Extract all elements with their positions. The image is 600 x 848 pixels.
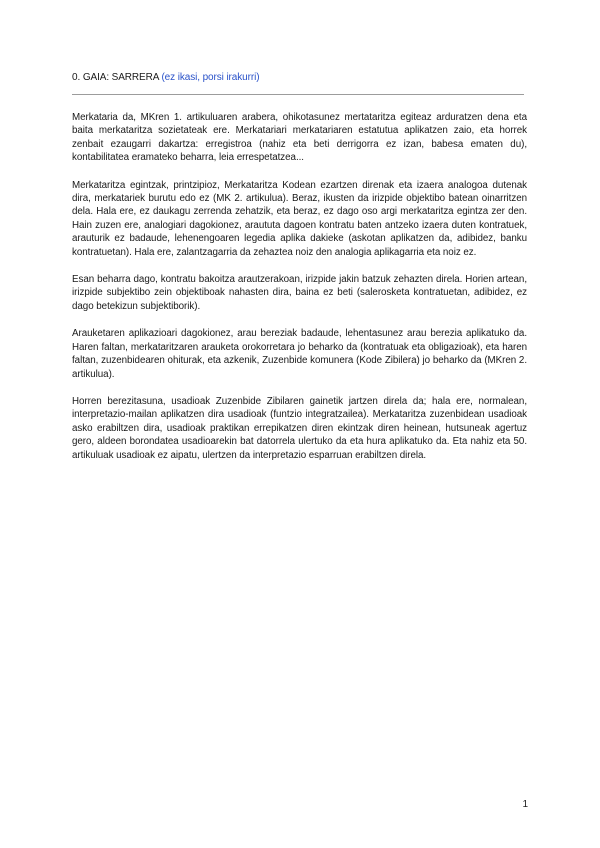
heading-title: 0. GAIA: SARRERA: [72, 72, 159, 83]
paragraph-3: Esan beharra dago, kontratu bakoitza arautzerakoan, irizpide jakin batzuk zehazten direla. Horien artean, irizpide subjektibo zein objektiboak nahasten dira, baina ez beti (salerosketa kontratuetan, adibidez, ez dago betekizun subjektiborik).: [72, 274, 527, 312]
paragraph-2: Merkataritza egintzak, printzipioz, Merkataritza Kodean ezartzen direnak eta izaera analogoa dutenak dira, merkatariek burutu edo ez (MK 2. artikulua). Beraz, ikusten da irizpide objektibo batean oinarritzen dela. Hala ere, ez daukagu zerrenda zehatzik, eta beraz, ez dago oso argi merkataritza egintza zer den. Hain zuzen ere, analogiari dagokionez, araututa dagoen kontratu baten antzeko izaera duten kontratuek, arauturik ez badaude, lehenengoaren legedia aplika dakieke (askotan aplikatzen da, adibidez, banku kontratuetan). Hala ere, zalantzagarria da zehaztea noiz den analogia aplikagarria eta noiz ez.: [72, 179, 527, 258]
heading-divider: [72, 94, 524, 95]
page-number: 1: [522, 799, 528, 810]
section-heading: [72, 71, 259, 84]
paragraph-5: Horren berezitasuna, usadioak Zuzenbide Zibilaren gainetik jartzen direla da; hala ere, normalean, interpretazio-mailan aplikatzen dira usadioak (funtzio integratzailea). Merkataritza zuzenbidean usadioak asko erabiltzen dira, usadioak praktikan errepikatzen diren ekintzak diren heinean, hutsuneak agertuz gero, aldeen borondatea usadioarekin bat datorrela ulertuko da eta hura aplikatuko da. Eta nahiz eta 50. artikuluak usadioak ez aipatu, ulertzen da interpretazio esparruan erabiltzen direla.: [72, 395, 527, 461]
paragraph-4: Arauketaren aplikazioari dagokionez, arau bereziak badaude, lehentasunez arau berezia aplikatuko da. Haren faltan, merkataritzaren arauketa orokorretara jo beharko da (kontratuak eta obligazioak), eta haren faltan, zuzenbidearen ohiturak, eta azkenik, Zuzenbide komunera (Kode Zibilera) jo beharko da (MKren 2. artikulua).: [72, 328, 527, 380]
paragraph-1: Merkataria da, MKren 1. artikuluaren arabera, ohikotasunez mertataritza egiteaz arduratzen dena eta baita merkataritza sozietateak ere. Merkatariari merkatariaren estatutua aplikatzen zaio, eta horrek zenbait ezaugarri dakartza: erregistroa (nahiz eta beti derrigorra ez izan, babesa ematen du), kontabilitatea eramateko beharra, leia errespetatzea...: [72, 112, 527, 164]
body-text: [72, 111, 527, 476]
heading-note: (ez ikasi, porsi irakurri): [161, 72, 260, 83]
